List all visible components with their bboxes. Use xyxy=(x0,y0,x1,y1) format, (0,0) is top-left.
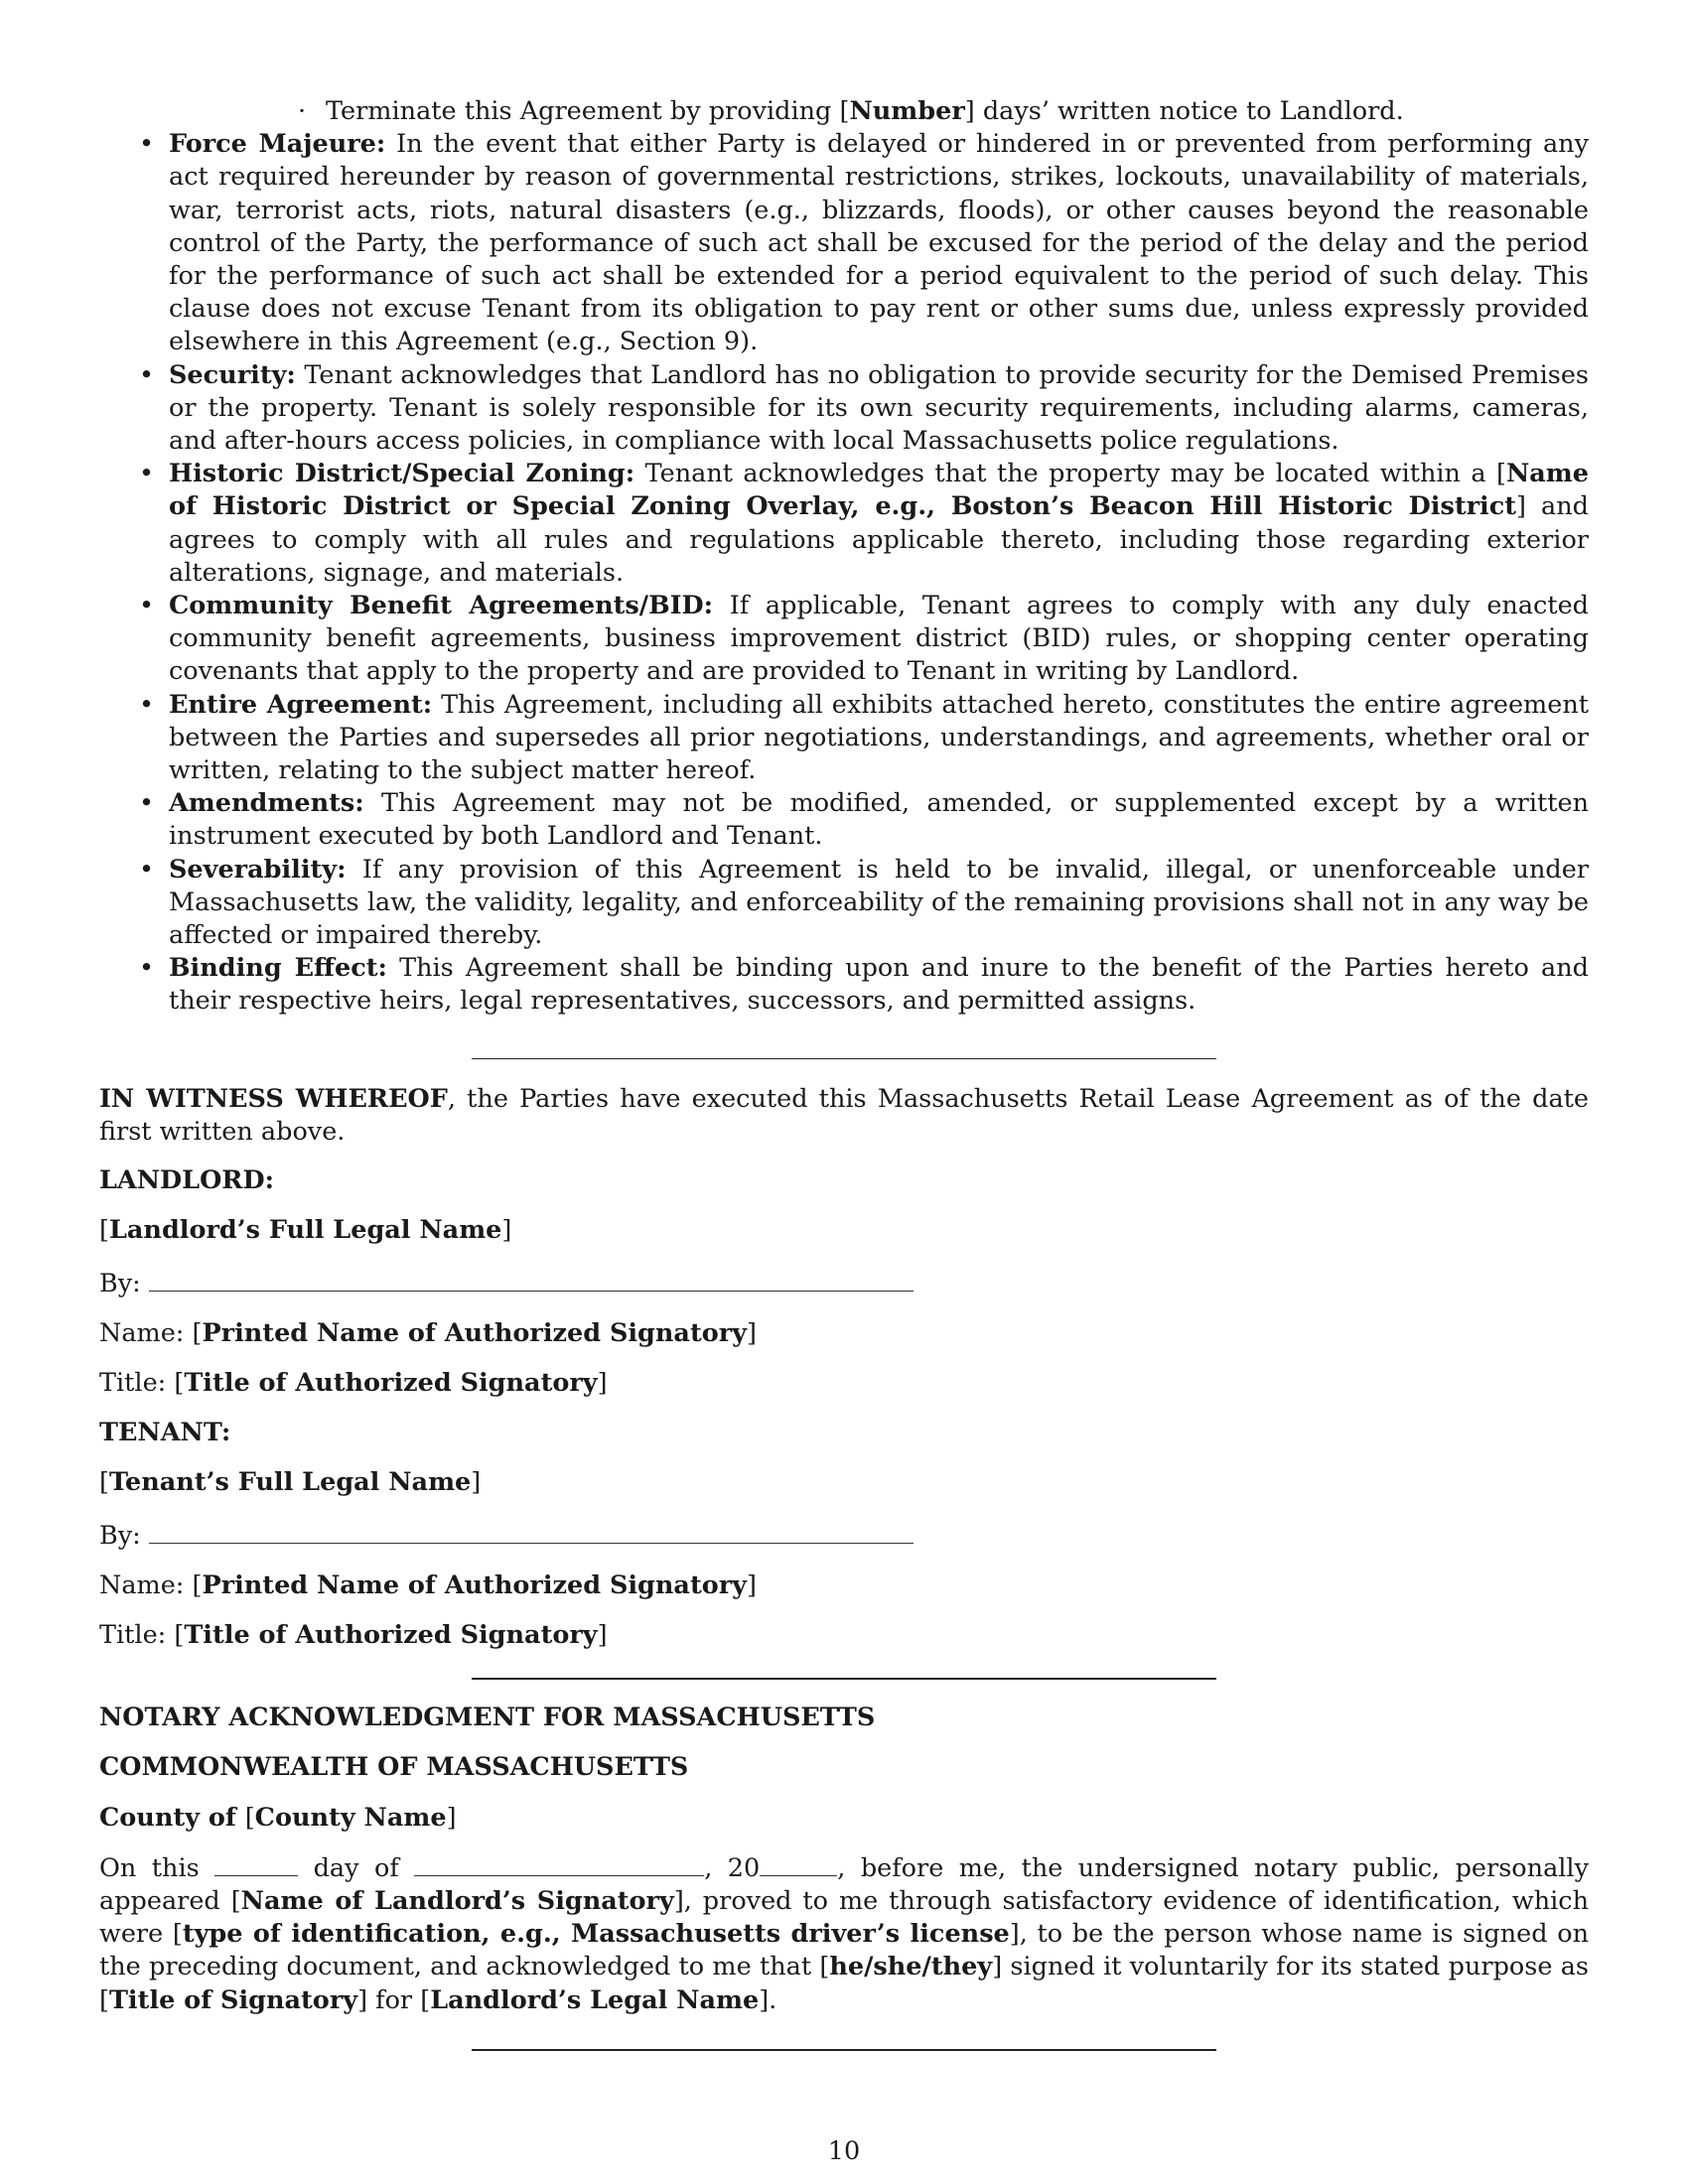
clause-text: In the event that either Party is delayed or hindered in or prevented from performing any act required hereunder by reason of governmental restrictions, strikes, lockouts, unavailability of materials, war, terrorist acts, riots, natural disasters (e.g., blizzards, floods), or other causes beyond the reasonable control of the Party, the performance of such act shall be excused for the period of the delay and the period for the performance of such act shall be extended for a period equivalent to the period of such delay. This clause does not excuse Tenant from its obligation to pay rent or other sums due, unless expressly provided elsewhere in this Agreement (e.g., Section 9). xyxy=(169,129,1590,357)
clause-list xyxy=(99,128,1589,1018)
clause-entire-agreement: • Entire Agreement: This Agreement, including all exhibits attached hereto, constitutes the entire agreement between the Parties and supersedes all prior negotiations, understandings, and agreements, whether oral or written, relating to the subject matter hereof. xyxy=(139,689,1589,786)
sub-item-terminate: · Terminate this Agreement by providing [Number] days’ written notice to Landlord. xyxy=(99,95,1589,128)
landlord-name: [Landlord’s Full Legal Name] xyxy=(99,1215,512,1246)
clause-text: and agrees to comply with all rules and regulations applicable thereto, including those regarding exterior alterations, signage, and materials. xyxy=(169,491,1589,588)
notary-paragraph: On this day of , 20 , before me, the undersigned notary public, personally appeared [Name of Landlord’s Signatory], proved to me through satisfactory evidence of identification, which were [type of identification, e.g., Massachusetts driver’s license], to be the person whose name is signed on the preceding document, and acknowledged to me that [he/she/they] signed it voluntarily for its stated purpose as [Title of Signatory] for [Landlord’s Legal Name]. xyxy=(99,1852,1590,2015)
clause-title: Severability: xyxy=(169,854,347,885)
page-number: 10 xyxy=(827,2136,861,2166)
clause-text: This Agreement shall be binding upon and inure to the benefit of the Parties hereto and their respective heirs, legal representatives, successors, and permitted assigns. xyxy=(169,953,1589,1017)
clause-historic-district: • Historic District/Special Zoning: Tenant acknowledges that the property may be located within a [Name of Historic District or Special Zoning Overlay, e.g., Boston’s Beacon Hill Historic District] and agrees to comply with all rules and regulations applicable thereto, including those regarding exterior alterations, signage, and materials. xyxy=(139,459,1590,588)
tenant-name: [Tenant’s Full Legal Name] xyxy=(99,1467,482,1498)
day-blank[interactable] xyxy=(214,1851,298,1876)
clause-title: Force Majeure: xyxy=(169,129,386,160)
tenant-by-line: By: xyxy=(99,1517,1589,1553)
clause-text: Tenant acknowledges that Landlord has no obligation to provide security for the Demised Premises or the property. Tenant is solely responsible for its own security requirements, including alarms, cameras, and after-hours access policies, in compliance with local Massachusetts police regulations. xyxy=(169,359,1589,457)
document-page xyxy=(99,95,1589,2051)
tenant-printed-name: Name: [Printed Name of Authorized Signatory] xyxy=(99,1570,757,1600)
clause-placeholder: Name of Historic District or Special Zoning Overlay, e.g., Boston’s Beacon Hill Historic District xyxy=(169,459,1590,522)
witness-text: , the Parties have executed this Massachusetts Retail Lease Agreement as of the date first written above. xyxy=(99,1083,1589,1147)
county-line: County of [County Name] xyxy=(99,1802,457,1833)
clause-text: If any provision of this Agreement is held to be invalid, illegal, or unenforceable under Massachusetts law, the validity, legality, and enforceability of the remaining provisions shall not in any way be affected or impaired thereby. xyxy=(169,854,1589,951)
clause-text: This Agreement may not be modified, amended, or supplemented except by a written instrument executed by both Landlord and Tenant. xyxy=(169,788,1589,852)
clause-text: This Agreement, including all exhibits attached hereto, constitutes the entire agreement between the Parties and supersedes all prior negotiations, understandings, and agreements, whether oral or written, relating to the subject matter hereof. xyxy=(169,689,1589,786)
year-blank[interactable] xyxy=(760,1851,837,1876)
commonwealth-heading: COMMONWEALTH OF MASSACHUSETTS xyxy=(99,1752,689,1783)
tenant-heading: TENANT: xyxy=(99,1418,231,1448)
clause-title: Historic District/Special Zoning: xyxy=(169,459,635,489)
witness-paragraph xyxy=(99,1083,1589,1149)
notary-heading: NOTARY ACKNOWLEDGMENT FOR MASSACHUSETTS xyxy=(99,1703,876,1733)
clause-title: Security: xyxy=(169,359,296,390)
clause-security: • Security: Tenant acknowledges that Landlord has no obligation to provide security for the Demised Premises or the property. Tenant is solely responsible for its own security requirements, including alarms, cameras, and after-hours access policies, in compliance with local Massachusetts police regulations. xyxy=(139,359,1589,457)
sub-item-placeholder: Number xyxy=(849,96,965,126)
landlord-signature-field[interactable] xyxy=(149,1265,914,1292)
clause-text: If applicable, Tenant agrees to comply with any duly enacted community benefit agreements, business improvement district (BID) rules, or shopping center operating covenants that apply to the property and are provided to Tenant in writing by Landlord. xyxy=(169,591,1589,687)
clause-amendments: • Amendments: This Agreement may not be modified, amended, or supplemented except by a written instrument executed by both Landlord and Tenant. xyxy=(139,788,1589,852)
clause-title: Amendments: xyxy=(169,788,364,819)
landlord-heading: LANDLORD: xyxy=(99,1165,274,1196)
sub-item-suffix: days’ written notice to Landlord. xyxy=(974,96,1404,126)
clause-title: Entire Agreement: xyxy=(169,689,433,720)
landlord-by-line: By: xyxy=(99,1265,1589,1300)
month-blank[interactable] xyxy=(414,1851,704,1876)
tenant-signature-field[interactable] xyxy=(149,1517,914,1544)
sub-bullet: · xyxy=(298,96,307,126)
clause-force-majeure: • Force Majeure: In the event that either Party is delayed or hindered in or prevented from performing any act required hereunder by reason of governmental restrictions, strikes, lockouts, unavailability of materials, war, terrorist acts, riots, natural disasters (e.g., blizzards, floods), or other causes beyond the reasonable control of the Party, the performance of such act shall be excused for the period of the delay and the period for the performance of such act shall be extended for a period equivalent to the period of such delay. This clause does not excuse Tenant from its obligation to pay rent or other sums due, unless expressly provided elsewhere in this Agreement (e.g., Section 9). xyxy=(139,129,1590,357)
clause-binding-effect: • Binding Effect: This Agreement shall be binding upon and inure to the benefit of the Parties hereto and their respective heirs, legal representatives, successors, and permitted assigns. xyxy=(139,953,1589,1017)
section-divider xyxy=(472,1678,1216,1680)
tenant-title: Title: [Title of Authorized Signatory] xyxy=(99,1619,608,1650)
clause-community-benefit: • Community Benefit Agreements/BID: If applicable, Tenant agrees to comply with any duly enacted community benefit agreements, business improvement district (BID) rules, or shopping center operating covenants that apply to the property and are provided to Tenant in writing by Landlord. xyxy=(139,591,1589,687)
section-divider xyxy=(472,2049,1216,2051)
section-divider xyxy=(472,1058,1216,1059)
clause-severability: • Severability: If any provision of this Agreement is held to be invalid, illegal, or unenforceable under Massachusetts law, the validity, legality, and enforceability of the remaining provisions shall not in any way be affected or impaired thereby. xyxy=(139,854,1589,951)
clause-text: Tenant acknowledges that the property may be located within a xyxy=(634,459,1497,489)
clause-title: Binding Effect: xyxy=(169,953,387,984)
landlord-title: Title: [Title of Authorized Signatory] xyxy=(99,1367,608,1398)
clause-title: Community Benefit Agreements/BID: xyxy=(169,591,714,621)
landlord-printed-name: Name: [Printed Name of Authorized Signatory] xyxy=(99,1317,757,1348)
witness-bold: IN WITNESS WHEREOF xyxy=(99,1083,448,1114)
sub-item-prefix: Terminate this Agreement by providing xyxy=(326,96,840,126)
